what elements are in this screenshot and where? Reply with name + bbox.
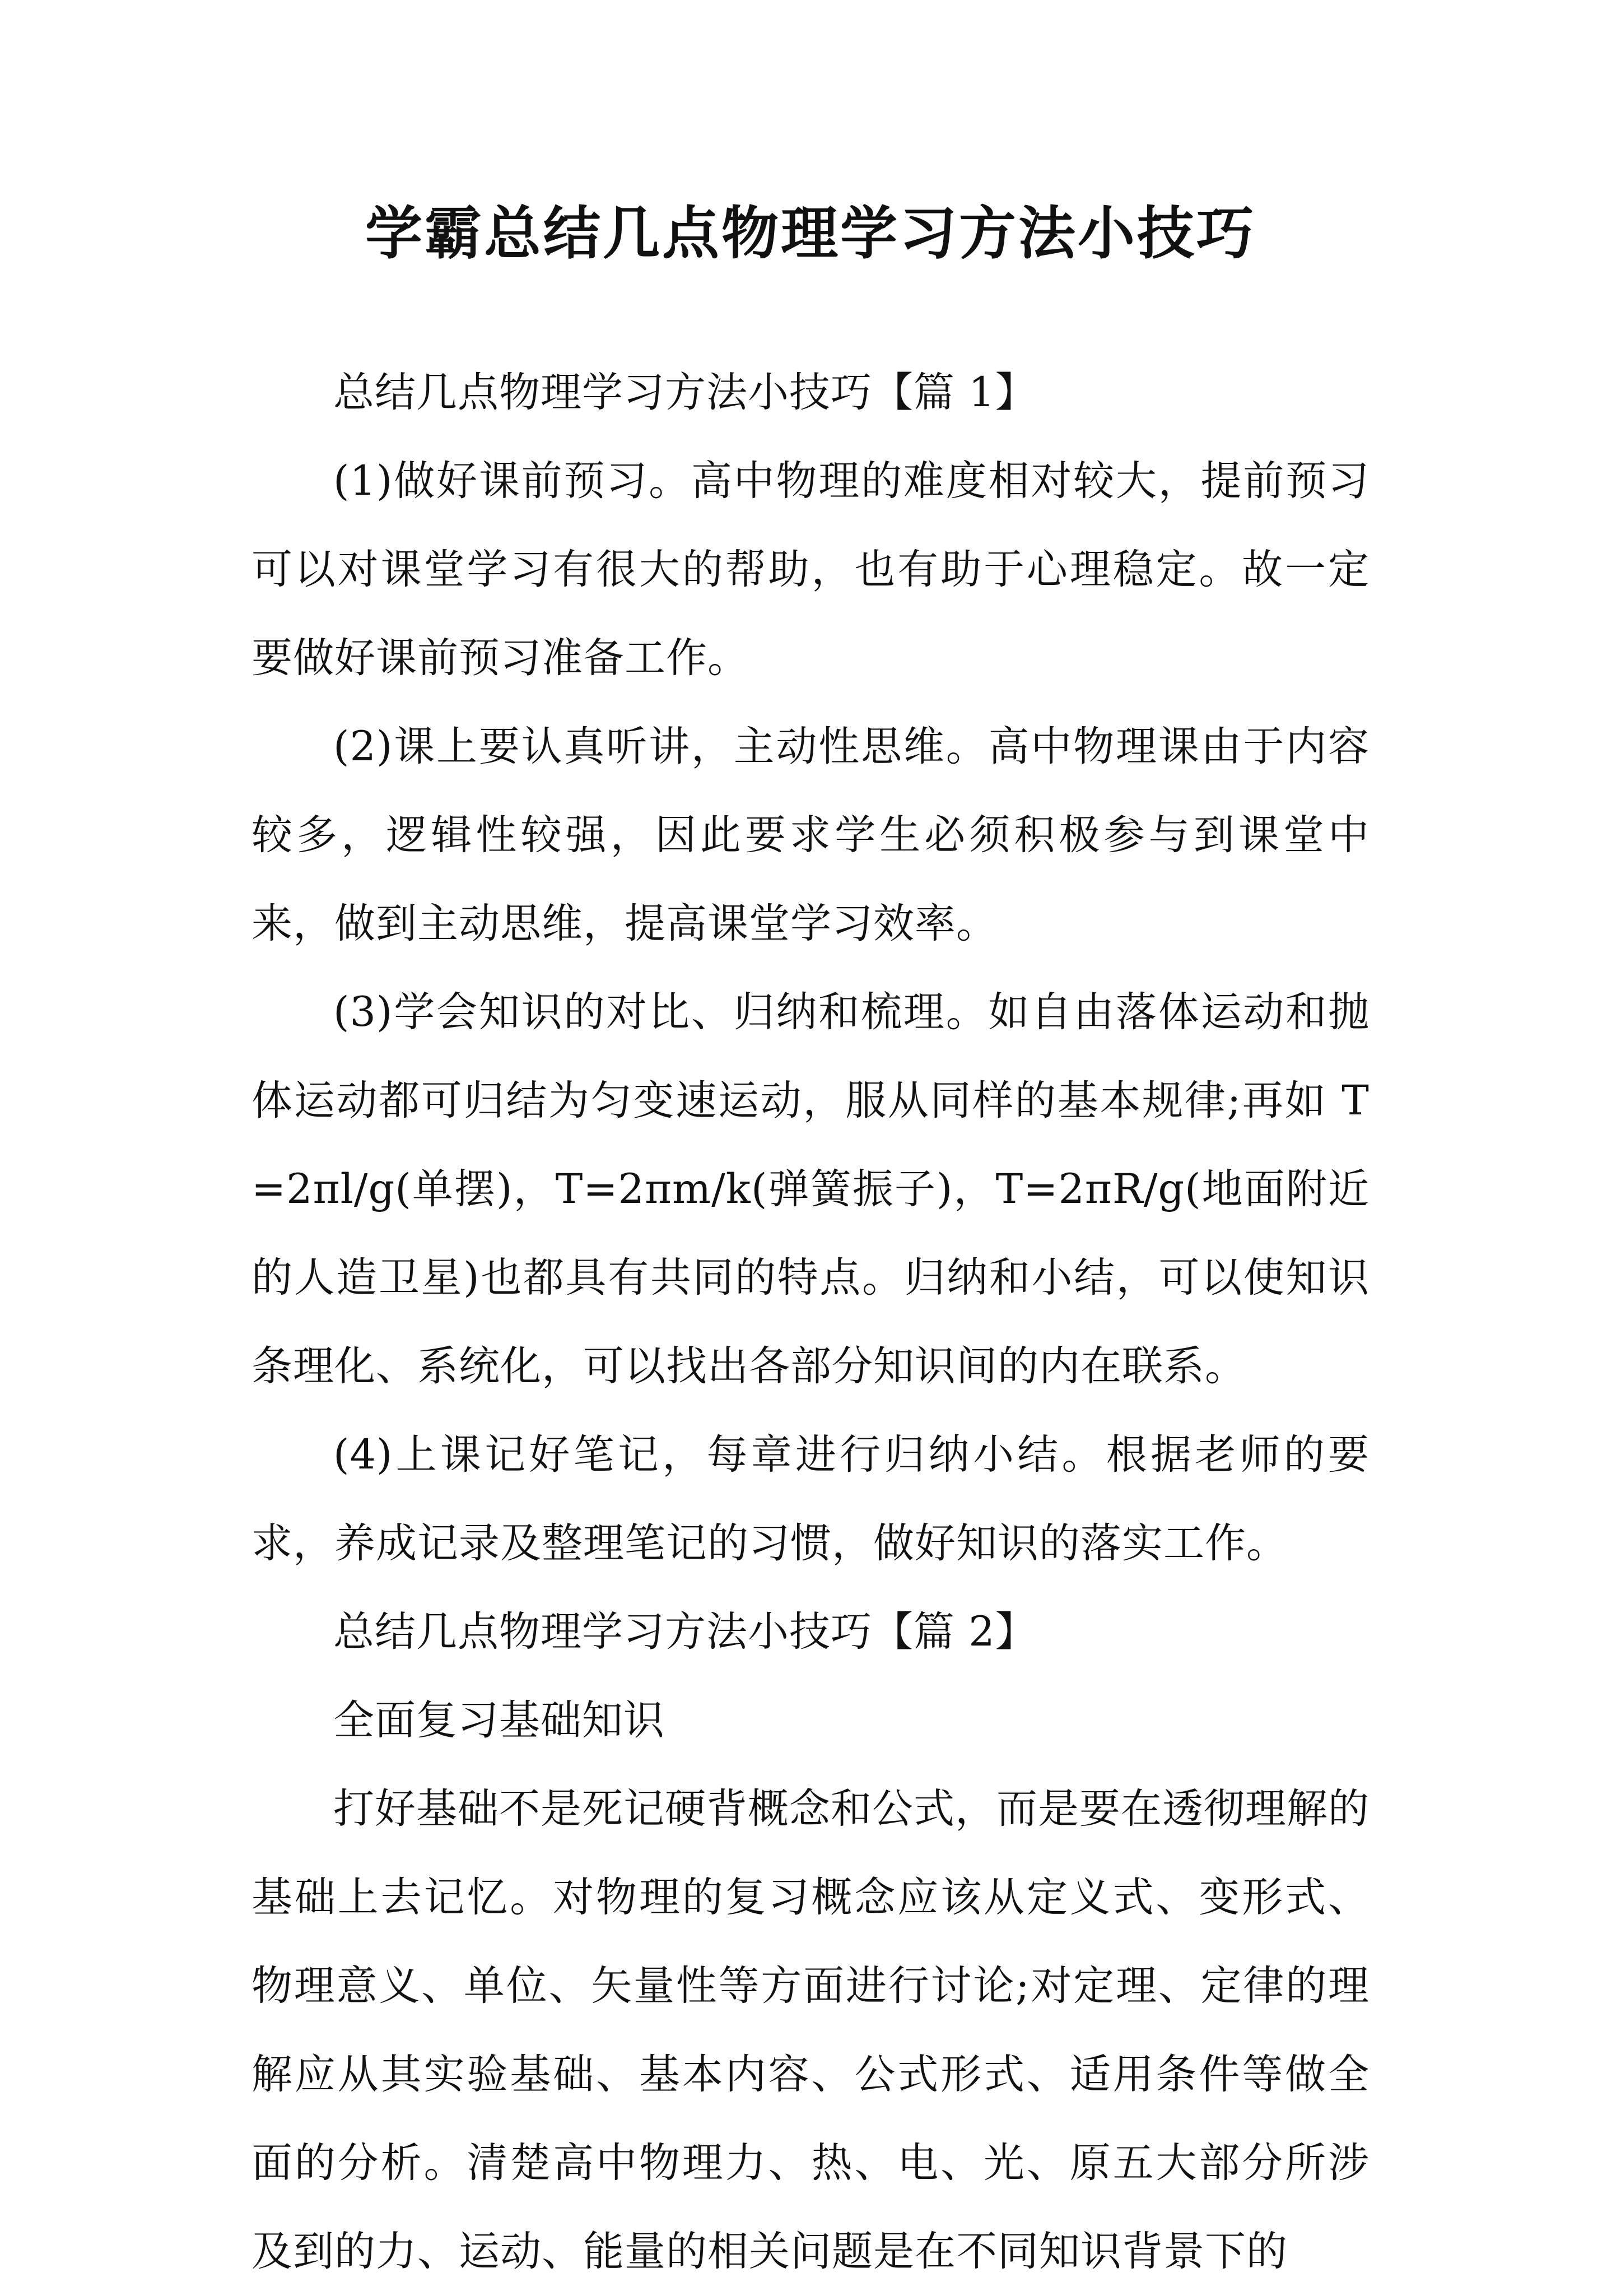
paragraph: (4)上课记好笔记，每章进行归纳小结。根据老师的要求，养成记录及整理笔记的习惯，做好知识的落实工作。 <box>251 1431 1370 1567</box>
section-heading-1: 总结几点物理学习方法小技巧【篇 1】 <box>333 369 1037 416</box>
subheading: 全面复习基础知识 <box>333 1697 665 1744</box>
paragraph: (3)学会知识的对比、归纳和梳理。如自由落体运动和抛体运动都可归结为匀变速运动，服从同样的基本规律;再如 T=2πl/g(单摆)，T=2πm/k(弹簧振子)，T=2πR/g(地面附近的人造卫星)也都具有共同的特点。归纳和小结，可以使知识条理化、系统化，可以找出各部分知识间的内在联系。 <box>251 988 1370 1390</box>
paragraph: (1)做好课前预习。高中物理的难度相对较大，提前预习可以对课堂学习有很大的帮助，也有助于心理稳定。故一定要做好课前预习准备工作。 <box>251 457 1370 682</box>
document-body <box>251 348 1370 2296</box>
document-title: 学霸总结几点物理学习方法小技巧 <box>365 200 1256 267</box>
paragraph: (2)课上要认真听讲，主动性思维。高中物理课由于内容较多，逻辑性较强，因此要求学生必须积极参与到课堂中来，做到主动思维，提高课堂学习效率。 <box>251 723 1370 947</box>
section-heading-2: 总结几点物理学习方法小技巧【篇 2】 <box>333 1608 1037 1656</box>
paragraph: 打好基础不是死记硬背概念和公式，而是要在透彻理解的基础上去记忆。对物理的复习概念应该从定义式、变形式、物理意义、单位、矢量性等方面进行讨论;对定理、定律的理解应从其实验基础、基本内容、公式形式、适用条件等做全面的分析。清楚高中物理力、热、电、光、原五大部分所涉及到的力、运动、能量的相关问题是在不同知识背景下的 <box>251 1785 1370 2275</box>
